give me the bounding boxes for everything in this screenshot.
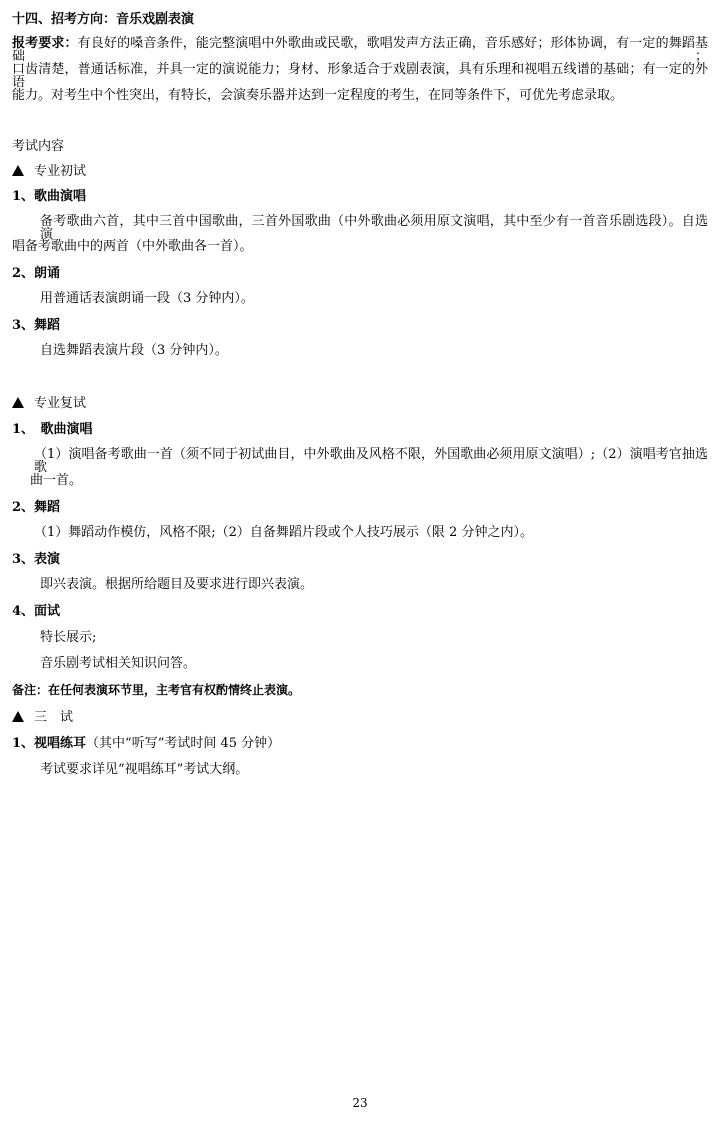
first-item-1-title: 1、歌曲演唱 — [12, 189, 87, 204]
third-item-1-title-line — [12, 737, 280, 750]
requirements-line-1 — [12, 36, 708, 64]
second-item-1-title: 1、 歌曲演唱 — [12, 422, 93, 437]
third-item-1-suffix: （其中“听写”考试时间 45 分钟） — [86, 736, 281, 751]
second-item-1-line-1: （1）演唱备考歌曲一首（须不同于初试曲目，中外歌曲及风格不限，外国歌曲必须用原文演唱）;（2）演唱考官抽选歌 — [34, 447, 708, 475]
second-item-2-title: 2、舞蹈 — [12, 500, 61, 515]
requirements-label: 报考要求： — [12, 36, 78, 51]
first-round-heading — [12, 165, 86, 178]
requirements-line-2: 口齿清楚，普通话标准，并具一定的演说能力；身材、形象适合于戏剧表演，具有乐理和视唱五线谱的基础；有一定的外语 — [12, 62, 708, 90]
second-round-title: 专业复试 — [34, 396, 87, 411]
triangle-bullet-icon — [12, 711, 24, 722]
page-number: 23 — [352, 1096, 368, 1110]
requirements-line-3: 能力。对考生中个性突出，有特长，会演奏乐器并达到一定程度的考生，在同等条件下，可优先考虑录取。 — [12, 88, 624, 103]
second-item-3-text: 即兴表演。根据所给题目及要求进行即兴表演。 — [40, 577, 314, 592]
third-item-1-title: 1、视唱练耳 — [12, 736, 87, 751]
remark-note: 备注：在任何表演环节里，主考官有权酌情终止表演。 — [12, 683, 301, 697]
second-item-1-line-2: 曲一首。 — [30, 473, 83, 488]
second-item-4-line-2: 音乐剧考试相关知识问答。 — [40, 656, 197, 671]
second-item-3-title: 3、表演 — [12, 552, 61, 567]
exam-content-heading: 考试内容 — [12, 139, 65, 154]
triangle-bullet-icon — [12, 165, 24, 176]
first-item-3-text: 自选舞蹈表演片段（3 分钟内）。 — [40, 343, 228, 358]
third-round-heading — [12, 711, 73, 724]
requirements-text-1: 有良好的嗓音条件，能完整演唱中外歌曲或民歌，歌唱发声方法正确，音乐感好；形体协调，有一定的舞蹈基础； — [12, 36, 708, 64]
second-item-2-text: （1）舞蹈动作模仿，风格不限;（2）自备舞蹈片段或个人技巧展示（限 2 分钟之内）。 — [34, 525, 533, 540]
third-item-1-text: 考试要求详见“视唱练耳”考试大纲。 — [40, 762, 249, 777]
first-item-1-line-1: 备考歌曲六首，其中三首中国歌曲，三首外国歌曲（中外歌曲必须用原文演唱，其中至少有一首音乐剧选段）。自选演 — [40, 214, 708, 242]
third-round-title: 三 试 — [34, 710, 74, 725]
first-item-2-title: 2、朗诵 — [12, 266, 61, 281]
first-item-2-text: 用普通话表演朗诵一段（3 分钟内）。 — [40, 291, 254, 306]
second-item-4-line-1: 特长展示; — [40, 630, 97, 645]
first-item-3-title: 3、舞蹈 — [12, 318, 61, 333]
second-round-heading — [12, 397, 86, 410]
first-round-title: 专业初试 — [34, 164, 87, 179]
second-item-4-title: 4、面试 — [12, 604, 61, 619]
first-item-1-line-2: 唱备考歌曲中的两首（中外歌曲各一首）。 — [12, 239, 253, 254]
section-title: 十四、招考方向：音乐戏剧表演 — [12, 12, 195, 27]
triangle-bullet-icon — [12, 397, 24, 408]
